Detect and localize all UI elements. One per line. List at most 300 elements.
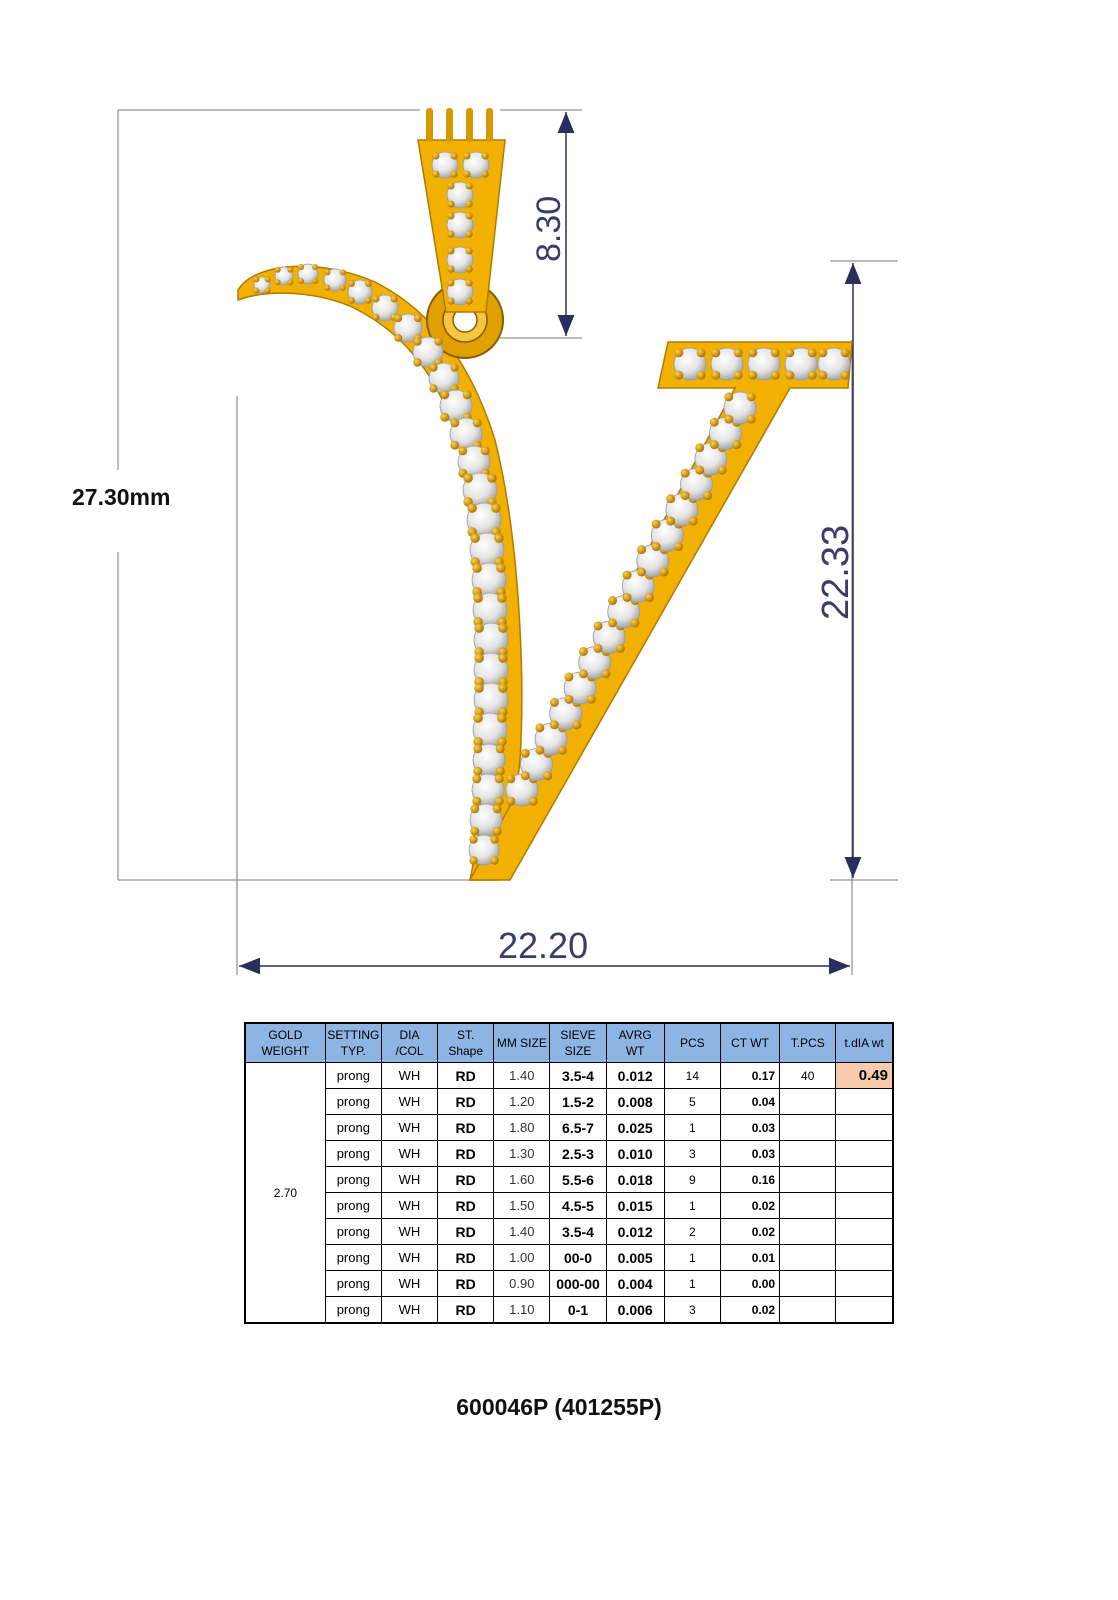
prong xyxy=(348,297,355,304)
total-dia-wt-cell xyxy=(836,1245,893,1271)
shape-cell: RD xyxy=(438,1089,494,1115)
prong xyxy=(447,182,454,189)
prong xyxy=(724,415,733,424)
table-row xyxy=(245,1219,893,1245)
prong xyxy=(481,170,488,177)
avg-wt-cell: 0.010 xyxy=(606,1141,664,1167)
prong xyxy=(447,279,454,286)
total-dia-wt-cell xyxy=(836,1167,893,1193)
prong xyxy=(666,494,675,503)
table-row xyxy=(245,1063,893,1089)
prong xyxy=(711,371,720,380)
ct-wt-cell: 0.04 xyxy=(720,1089,779,1115)
prong xyxy=(469,835,477,843)
prong xyxy=(447,200,454,207)
prong xyxy=(493,827,502,836)
prong xyxy=(601,669,610,678)
prong xyxy=(473,418,482,427)
setting-cell: prong xyxy=(325,1063,381,1089)
header-line-1: DIA xyxy=(399,1028,420,1042)
header-line-1: T.PCS xyxy=(790,1036,825,1050)
prong xyxy=(447,247,454,254)
header-line-1: AVRG xyxy=(618,1028,652,1042)
color-cell: WH xyxy=(381,1167,437,1193)
avg-wt-cell: 0.018 xyxy=(606,1167,664,1193)
prong xyxy=(496,563,506,573)
prong xyxy=(496,767,505,776)
total-pcs-cell xyxy=(780,1089,836,1115)
prong xyxy=(474,623,484,633)
prong xyxy=(703,491,712,500)
prong xyxy=(666,517,675,526)
prong xyxy=(275,279,281,285)
color-cell: WH xyxy=(381,1115,437,1141)
total-dia-wt-cell xyxy=(836,1141,893,1167)
prong xyxy=(695,466,704,475)
setting-cell: prong xyxy=(325,1297,381,1324)
header-cell xyxy=(836,1023,893,1063)
prong xyxy=(689,517,698,526)
prong xyxy=(265,276,271,282)
shape-cell: RD xyxy=(438,1141,494,1167)
prong xyxy=(748,348,757,357)
header-line-1: GOLD xyxy=(268,1028,303,1042)
prong xyxy=(463,170,470,177)
header-cell xyxy=(720,1023,779,1063)
avg-wt-cell: 0.012 xyxy=(606,1219,664,1245)
header-line-2: Shape xyxy=(448,1044,484,1058)
mm-size-cell: 1.30 xyxy=(494,1141,550,1167)
prong xyxy=(450,363,458,371)
avg-wt-cell: 0.004 xyxy=(606,1271,664,1297)
ct-wt-cell: 0.02 xyxy=(720,1219,779,1245)
prong xyxy=(710,418,719,427)
gold-weight-cell: 2.70 xyxy=(245,1063,325,1324)
sieve-size-cell: 000-00 xyxy=(550,1271,606,1297)
prong xyxy=(521,749,530,758)
prong xyxy=(465,297,472,304)
table-row xyxy=(245,1167,893,1193)
prong xyxy=(472,563,482,573)
table-row xyxy=(245,1245,893,1271)
prong xyxy=(473,767,482,776)
color-cell: WH xyxy=(381,1089,437,1115)
shape-cell: RD xyxy=(438,1115,494,1141)
pcs-cell: 3 xyxy=(664,1141,720,1167)
prong xyxy=(487,473,497,483)
total-dia-wt-cell xyxy=(836,1193,893,1219)
prong xyxy=(608,596,617,605)
table-row xyxy=(245,1297,893,1324)
ct-wt-cell: 0.17 xyxy=(720,1063,779,1089)
pcs-cell: 1 xyxy=(664,1245,720,1271)
prong xyxy=(747,415,756,424)
table-header-row xyxy=(245,1023,893,1063)
prong xyxy=(429,363,437,371)
mm-size-cell: 0.90 xyxy=(494,1271,550,1297)
prong xyxy=(732,440,741,449)
prong xyxy=(287,267,293,273)
mm-size-cell: 1.80 xyxy=(494,1115,550,1141)
prong xyxy=(324,285,330,291)
header-line-1: CT WT xyxy=(731,1036,769,1050)
ct-wt-cell: 0.03 xyxy=(720,1115,779,1141)
prong xyxy=(340,285,346,291)
prong xyxy=(465,247,472,254)
prong xyxy=(785,371,794,380)
prong xyxy=(645,593,654,602)
prong xyxy=(473,713,483,723)
prong xyxy=(535,746,544,755)
shape-cell: RD xyxy=(438,1193,494,1219)
prong xyxy=(414,314,422,322)
pcs-cell: 1 xyxy=(664,1115,720,1141)
prong xyxy=(447,265,454,272)
prong xyxy=(818,371,827,380)
header-cell xyxy=(381,1023,437,1063)
prong xyxy=(841,348,850,357)
prong xyxy=(608,618,617,627)
prong xyxy=(674,348,683,357)
prong xyxy=(365,280,372,287)
mm-size-cell: 1.40 xyxy=(494,1219,550,1245)
prong xyxy=(463,473,473,483)
prong xyxy=(275,267,281,273)
prong xyxy=(298,264,304,270)
setting-cell: prong xyxy=(325,1089,381,1115)
total-pcs-cell xyxy=(780,1271,836,1297)
prong xyxy=(496,744,505,753)
ct-wt-cell: 0.03 xyxy=(720,1141,779,1167)
prong xyxy=(498,623,508,633)
prong xyxy=(724,392,733,401)
shape-cell: RD xyxy=(438,1245,494,1271)
prong xyxy=(674,542,683,551)
prong xyxy=(506,797,515,806)
prong xyxy=(550,698,559,707)
prong xyxy=(734,348,743,357)
sieve-size-cell: 0-1 xyxy=(550,1297,606,1324)
sieve-size-cell: 00-0 xyxy=(550,1245,606,1271)
letter-height-label: 22.33 xyxy=(815,524,857,620)
prong xyxy=(818,348,827,357)
prong xyxy=(463,152,470,159)
prong xyxy=(298,278,304,284)
prong xyxy=(564,672,573,681)
prong xyxy=(697,348,706,357)
stone-spec-table xyxy=(244,1022,894,1324)
header-line-2: SIZE xyxy=(564,1044,592,1058)
prong xyxy=(450,170,457,177)
prong xyxy=(287,279,293,285)
prong xyxy=(472,797,481,806)
prong xyxy=(652,520,661,529)
sieve-size-cell: 3.5-4 xyxy=(550,1219,606,1245)
prong xyxy=(491,503,501,513)
pcs-cell: 5 xyxy=(664,1089,720,1115)
prong xyxy=(394,314,402,322)
color-cell: WH xyxy=(381,1271,437,1297)
prong xyxy=(450,441,459,450)
prong xyxy=(497,713,507,723)
prong xyxy=(394,334,402,342)
prong xyxy=(660,568,669,577)
prong xyxy=(572,720,581,729)
header-cell xyxy=(606,1023,664,1063)
prong xyxy=(785,348,794,357)
color-cell: WH xyxy=(381,1141,437,1167)
header-cell xyxy=(780,1023,836,1063)
header-line-1: PCS xyxy=(680,1036,705,1050)
prong xyxy=(771,348,780,357)
header-cell xyxy=(494,1023,550,1063)
prong xyxy=(440,413,449,422)
prong xyxy=(265,288,271,294)
prong xyxy=(808,371,817,380)
prong xyxy=(495,797,504,806)
prong xyxy=(674,371,683,380)
prong xyxy=(506,774,515,783)
mm-size-cell: 1.20 xyxy=(494,1089,550,1115)
prong xyxy=(494,533,504,543)
prong xyxy=(535,723,544,732)
prong xyxy=(458,446,467,455)
header-line-1: MM SIZE xyxy=(496,1036,547,1050)
header-line-2: /COL xyxy=(395,1044,424,1058)
prong xyxy=(469,856,477,864)
header-line-2: WT xyxy=(625,1044,645,1058)
setting-cell: prong xyxy=(325,1219,381,1245)
header-cell xyxy=(664,1023,720,1063)
prong xyxy=(450,418,459,427)
prong xyxy=(630,618,639,627)
color-cell: WH xyxy=(381,1219,437,1245)
setting-cell: prong xyxy=(325,1193,381,1219)
prong xyxy=(637,545,646,554)
prong xyxy=(348,280,355,287)
mm-size-cell: 1.50 xyxy=(494,1193,550,1219)
prong xyxy=(481,152,488,159)
prong xyxy=(623,571,632,580)
prong xyxy=(340,269,346,275)
prong xyxy=(465,265,472,272)
prong xyxy=(474,653,484,663)
avg-wt-cell: 0.005 xyxy=(606,1245,664,1271)
prong xyxy=(616,644,625,653)
prong xyxy=(474,683,484,693)
total-pcs-cell xyxy=(780,1141,836,1167)
pcs-cell: 2 xyxy=(664,1219,720,1245)
ct-wt-cell: 0.00 xyxy=(720,1271,779,1297)
sieve-size-cell: 3.5-4 xyxy=(550,1063,606,1089)
prong xyxy=(497,593,507,603)
setting-cell: prong xyxy=(325,1167,381,1193)
mm-size-cell: 1.60 xyxy=(494,1167,550,1193)
prong xyxy=(440,390,449,399)
prong xyxy=(372,313,379,320)
bail-height-label: 8.30 xyxy=(530,195,568,262)
total-height-label: 27.30mm xyxy=(72,484,171,510)
table-row xyxy=(245,1271,893,1297)
header-line-1: SIEVE xyxy=(560,1028,596,1042)
mm-size-cell: 1.10 xyxy=(494,1297,550,1324)
prong xyxy=(587,695,596,704)
pcs-cell: 1 xyxy=(664,1271,720,1297)
prong xyxy=(594,622,603,631)
prong xyxy=(365,297,372,304)
prong xyxy=(253,288,259,294)
prong xyxy=(447,297,454,304)
prong xyxy=(681,469,690,478)
prong xyxy=(490,856,498,864)
prong xyxy=(450,152,457,159)
pcs-cell: 14 xyxy=(664,1063,720,1089)
header-line-1: t.dIA wt xyxy=(844,1036,884,1050)
sieve-size-cell: 4.5-5 xyxy=(550,1193,606,1219)
shape-cell: RD xyxy=(438,1167,494,1193)
prong xyxy=(594,644,603,653)
prong xyxy=(695,443,704,452)
prong xyxy=(312,264,318,270)
prong xyxy=(734,371,743,380)
prong xyxy=(390,295,397,302)
table-row xyxy=(245,1115,893,1141)
prong xyxy=(495,774,504,783)
header-cell xyxy=(325,1023,381,1063)
prong xyxy=(473,593,483,603)
sieve-size-cell: 1.5-2 xyxy=(550,1089,606,1115)
prong xyxy=(465,200,472,207)
shape-cell: RD xyxy=(438,1297,494,1324)
product-code: 600046P (401255P) xyxy=(456,1394,662,1420)
prong xyxy=(681,491,690,500)
prong xyxy=(550,720,559,729)
total-pcs-cell xyxy=(780,1245,836,1271)
total-pcs-cell xyxy=(780,1219,836,1245)
sieve-size-cell: 6.5-7 xyxy=(550,1115,606,1141)
total-pcs-cell xyxy=(780,1115,836,1141)
width-label: 22.20 xyxy=(498,925,589,966)
header-cell xyxy=(438,1023,494,1063)
prong xyxy=(558,746,567,755)
prong xyxy=(312,278,318,284)
prong xyxy=(710,440,719,449)
sieve-size-cell: 5.5-6 xyxy=(550,1167,606,1193)
prong xyxy=(652,542,661,551)
total-pcs-cell: 40 xyxy=(780,1063,836,1089)
prong xyxy=(493,804,502,813)
prong xyxy=(470,827,479,836)
prong xyxy=(465,212,472,219)
total-dia-wt-cell xyxy=(836,1271,893,1297)
shape-cell: RD xyxy=(438,1063,494,1089)
ct-wt-cell: 0.16 xyxy=(720,1167,779,1193)
total-pcs-cell xyxy=(780,1297,836,1324)
prong xyxy=(697,371,706,380)
prong xyxy=(465,230,472,237)
color-cell: WH xyxy=(381,1245,437,1271)
total-dia-wt-cell xyxy=(836,1219,893,1245)
total-dia-wt-cell xyxy=(836,1089,893,1115)
total-pcs-cell xyxy=(780,1167,836,1193)
ct-wt-cell: 0.01 xyxy=(720,1245,779,1271)
prong xyxy=(623,593,632,602)
header-line-1: ST. xyxy=(456,1028,475,1042)
prong xyxy=(637,568,646,577)
shape-cell: RD xyxy=(438,1219,494,1245)
prong xyxy=(372,295,379,302)
prong xyxy=(579,669,588,678)
shape-cell: RD xyxy=(438,1271,494,1297)
header-line-1: SETTING xyxy=(327,1028,380,1042)
table-row xyxy=(245,1089,893,1115)
prong xyxy=(747,392,756,401)
prong xyxy=(808,348,817,357)
mm-size-cell: 1.00 xyxy=(494,1245,550,1271)
prong xyxy=(748,371,757,380)
prong xyxy=(432,170,439,177)
table-row xyxy=(245,1141,893,1167)
prong xyxy=(413,337,421,345)
prong xyxy=(253,276,259,282)
prong xyxy=(467,503,477,513)
total-dia-wt-cell xyxy=(836,1297,893,1324)
color-cell: WH xyxy=(381,1193,437,1219)
prong xyxy=(413,358,421,366)
ct-wt-cell: 0.02 xyxy=(720,1193,779,1219)
prong xyxy=(579,647,588,656)
header-cell xyxy=(550,1023,606,1063)
prong xyxy=(465,182,472,189)
prong xyxy=(470,804,479,813)
setting-cell: prong xyxy=(325,1271,381,1297)
prong xyxy=(463,390,472,399)
prong xyxy=(771,371,780,380)
pcs-cell: 9 xyxy=(664,1167,720,1193)
setting-cell: prong xyxy=(325,1115,381,1141)
color-cell: WH xyxy=(381,1063,437,1089)
avg-wt-cell: 0.006 xyxy=(606,1297,664,1324)
prong xyxy=(841,371,850,380)
prong xyxy=(718,466,727,475)
prong xyxy=(429,384,437,392)
prong xyxy=(434,337,442,345)
pcs-cell: 3 xyxy=(664,1297,720,1324)
total-dia-wt-cell xyxy=(836,1115,893,1141)
header-line-2: TYP. xyxy=(340,1044,366,1058)
table-row xyxy=(245,1193,893,1219)
avg-wt-cell: 0.008 xyxy=(606,1089,664,1115)
prong xyxy=(490,835,498,843)
prong xyxy=(498,683,508,693)
prong xyxy=(473,744,482,753)
prong xyxy=(521,771,530,780)
setting-cell: prong xyxy=(325,1141,381,1167)
header-cell xyxy=(245,1023,325,1063)
mm-size-cell: 1.40 xyxy=(494,1063,550,1089)
prong xyxy=(470,533,480,543)
setting-cell: prong xyxy=(325,1245,381,1271)
prong xyxy=(543,771,552,780)
ct-wt-cell: 0.02 xyxy=(720,1297,779,1324)
sieve-size-cell: 2.5-3 xyxy=(550,1141,606,1167)
prong xyxy=(481,446,490,455)
total-dia-wt-cell: 0.49 xyxy=(836,1063,893,1089)
prong xyxy=(432,152,439,159)
prong xyxy=(472,774,481,783)
prong xyxy=(324,269,330,275)
prong xyxy=(447,212,454,219)
